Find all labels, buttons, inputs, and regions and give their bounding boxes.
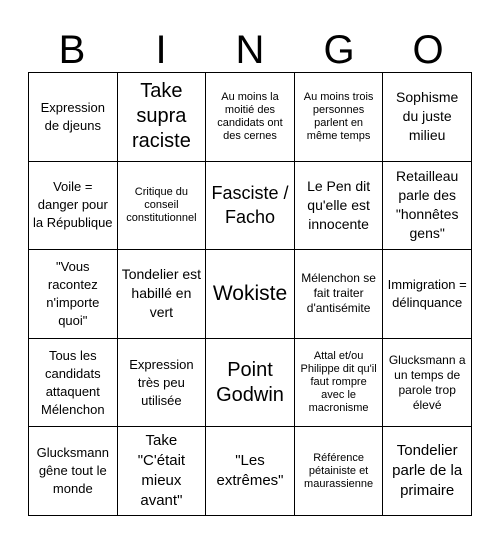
bingo-cell-text: "Les extrêmes": [216, 452, 284, 490]
bingo-cell-text: Expression de djeuns: [40, 99, 105, 133]
bingo-cell-11[interactable]: [29, 250, 118, 339]
bingo-cell-text: "Vous racontez n'importe quoi": [46, 258, 100, 328]
bingo-cell-text: Au moins la moitié des candidats ont des cernes: [217, 90, 283, 142]
bingo-cell-5[interactable]: [383, 73, 472, 162]
bingo-cell-text: Critique du conseil constitutionnel: [126, 185, 197, 224]
bingo-cell-25[interactable]: [383, 427, 472, 516]
bingo-header: [28, 28, 472, 72]
bingo-cell-text: Fasciste / Facho: [211, 183, 289, 228]
bingo-cell-2[interactable]: [118, 73, 207, 162]
bingo-cell-3[interactable]: [206, 73, 295, 162]
bingo-cell-23[interactable]: [206, 427, 295, 516]
bingo-cell-15[interactable]: [383, 250, 472, 339]
bingo-cell-text: Tondelier est habillé en vert: [121, 266, 202, 321]
bingo-cell-text: Glucksmann gêne tout le monde: [36, 445, 109, 497]
bingo-cell-1[interactable]: [29, 73, 118, 162]
bingo-cell-text: Tondelier parle de la primaire: [392, 442, 463, 500]
bingo-cell-20[interactable]: [383, 339, 472, 428]
bingo-cell-text: Wokiste: [212, 281, 288, 305]
bingo-cell-text: Attal et/ou Philippe dit qu'il faut rompre avec le macronisme: [300, 350, 377, 415]
bingo-cell-16[interactable]: [29, 339, 118, 428]
bingo-cell-text: Expression très peu utilisée: [129, 356, 194, 408]
header-letter-o: O: [412, 28, 444, 72]
bingo-cell-7[interactable]: [118, 162, 207, 251]
header-letter-g: G: [323, 28, 355, 72]
bingo-cell-text: Le Pen dit qu'elle est innocente: [307, 177, 371, 232]
bingo-cell-text: Tous les candidats attaquent Mélenchon: [40, 347, 105, 417]
bingo-cell-8[interactable]: [206, 162, 295, 251]
bingo-cell-4[interactable]: [295, 73, 384, 162]
bingo-cell-13[interactable]: [206, 250, 295, 339]
bingo-cell-21[interactable]: [29, 427, 118, 516]
header-letter-i: I: [155, 28, 167, 72]
bingo-cell-9[interactable]: [295, 162, 384, 251]
bingo-cell-text: Au moins trois personnes parlent en même temps: [303, 90, 374, 142]
bingo-cell-text: Voile = danger pour la République: [33, 179, 113, 231]
bingo-cell-text: Référence pétainiste et maurassienne: [304, 451, 374, 490]
bingo-cell-text: Sophisme du juste milieu: [396, 89, 459, 144]
bingo-cell-19[interactable]: [295, 339, 384, 428]
bingo-cell-17[interactable]: [118, 339, 207, 428]
bingo-cell-text: Point Godwin: [216, 358, 284, 406]
bingo-cell-12[interactable]: [118, 250, 207, 339]
bingo-cell-18[interactable]: [206, 339, 295, 428]
bingo-cell-22[interactable]: [118, 427, 207, 516]
bingo-cell-text: Immigration = délinquance: [387, 276, 467, 310]
header-letter-b: B: [58, 28, 86, 72]
bingo-cell-text: Mélenchon se fait traiter d'antisémite: [301, 271, 376, 316]
header-letter-n: N: [235, 28, 265, 72]
bingo-cell-text: Take "C'était mieux avant": [137, 432, 186, 510]
bingo-cell-text: Take supra raciste: [131, 80, 191, 153]
bingo-cell-10[interactable]: [383, 162, 472, 251]
bingo-grid: [28, 72, 472, 516]
bingo-cell-14[interactable]: [295, 250, 384, 339]
bingo-cell-24[interactable]: [295, 427, 384, 516]
bingo-cell-text: Retailleau parle des "honnêtes gens": [395, 168, 459, 242]
bingo-cell-6[interactable]: [29, 162, 118, 251]
bingo-cell-text: Glucksmann a un temps de parole trop élevé: [388, 352, 466, 412]
